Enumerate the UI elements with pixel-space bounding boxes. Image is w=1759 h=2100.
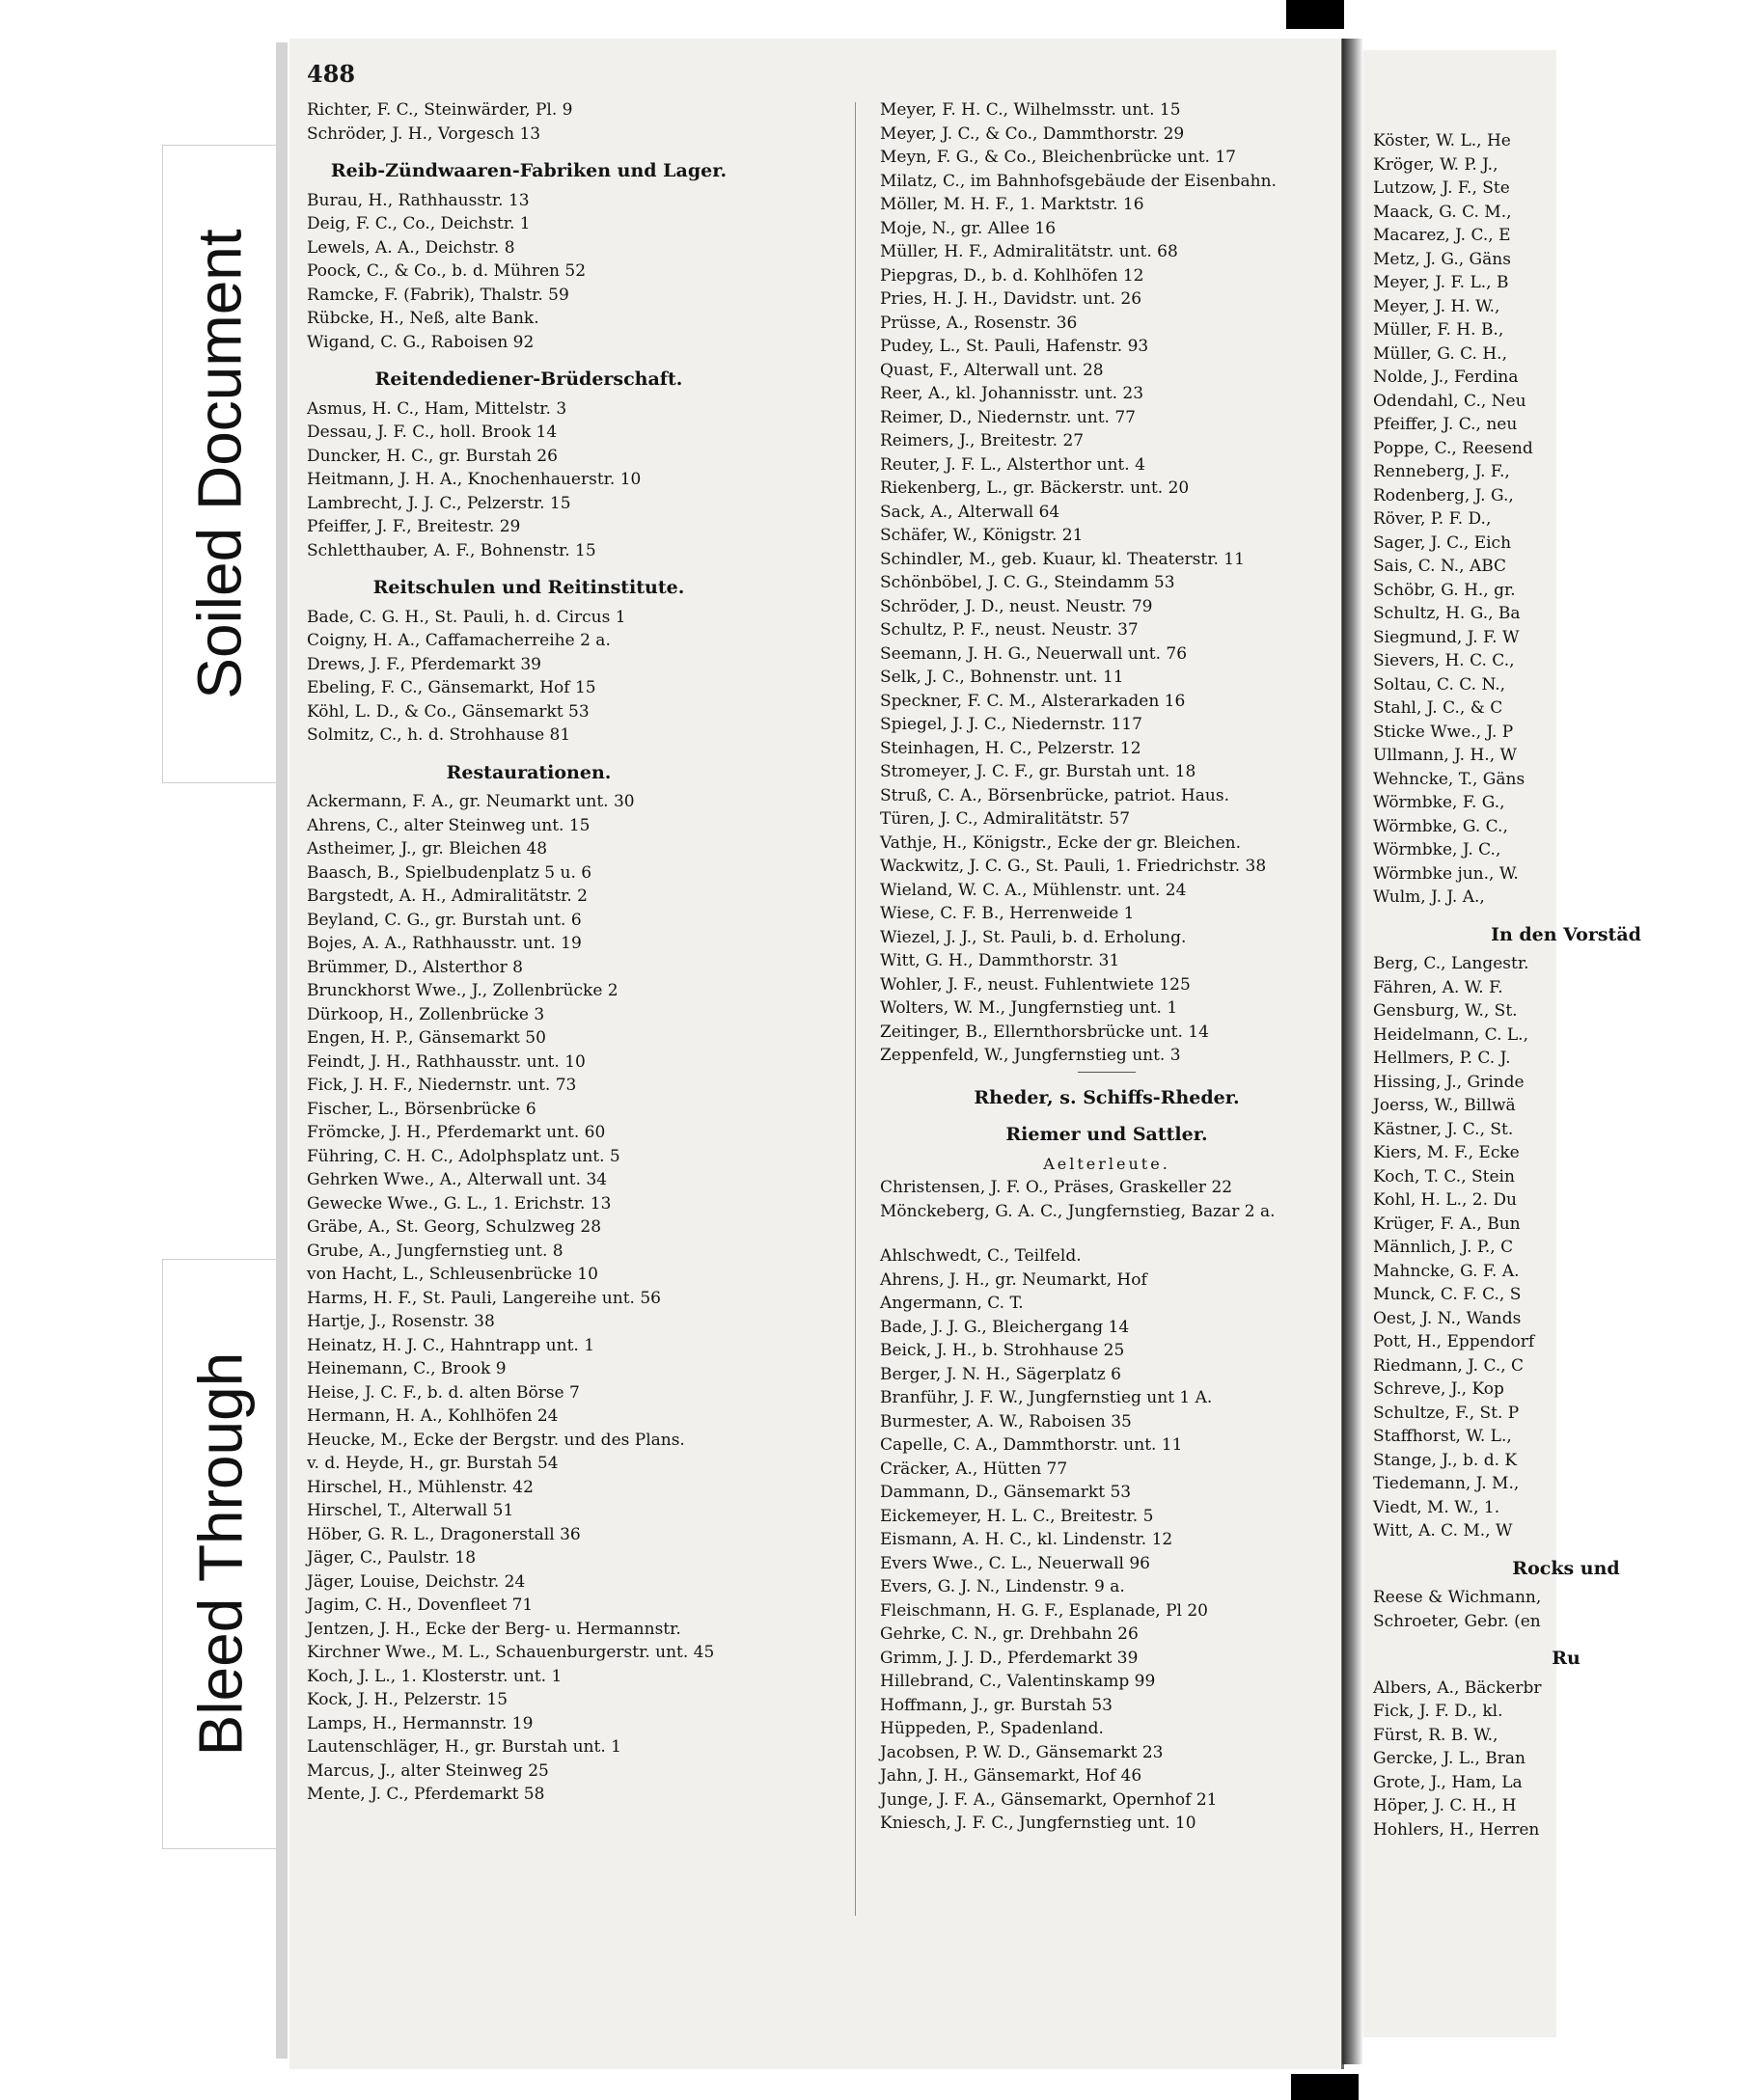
directory-entry: Kohl, H. L., 2. Du bbox=[1373, 1190, 1518, 1210]
directory-entry: Maack, G. C. M., bbox=[1373, 202, 1512, 222]
directory-entry: Ahrens, J. H., gr. Neumarkt, Hof bbox=[880, 1269, 1147, 1290]
directory-entry: Hirschel, H., Mühlenstr. 42 bbox=[307, 1477, 534, 1497]
directory-entry: Piepgras, D., b. d. Kohlhöfen 12 bbox=[880, 265, 1144, 286]
directory-entry: Wörmbke jun., W. bbox=[1373, 863, 1519, 884]
directory-entry: Deig, F. C., Co., Deichstr. 1 bbox=[307, 214, 531, 233]
directory-entry: Poppe, C., Reesend bbox=[1373, 438, 1533, 458]
directory-entry: Pudey, L., St. Pauli, Hafenstr. 93 bbox=[880, 337, 1149, 356]
bleed-through-label bbox=[162, 1259, 278, 1849]
directory-entry: Zeitinger, B., Ellernthorsbrücke unt. 14 bbox=[880, 1022, 1209, 1042]
directory-entry: Macarez, J. C., E bbox=[1373, 226, 1511, 245]
directory-entry: Höper, J. C. H., H bbox=[1373, 1796, 1517, 1815]
directory-entry: Munck, C. F. C., S bbox=[1373, 1285, 1522, 1304]
directory-entry: Kirchner Wwe., M. L., Schauenburgerstr. unt. 45 bbox=[307, 1643, 715, 1662]
directory-entry: Hellmers, P. C. J. bbox=[1373, 1049, 1511, 1068]
directory-entry: Soltau, C. C. N., bbox=[1373, 674, 1506, 695]
directory-entry: Beyland, C. G., gr. Burstah unt. 6 bbox=[307, 910, 582, 930]
right-column-partial bbox=[1373, 129, 1759, 1841]
directory-entry: Jahn, J. H., Gänsemarkt, Hof 46 bbox=[880, 1766, 1142, 1786]
directory-entry: Koch, J. L., 1. Klosterstr. unt. 1 bbox=[307, 1666, 563, 1686]
directory-entry: Koch, T. C., Stein bbox=[1373, 1166, 1515, 1186]
directory-entry: Hissing, J., Grinde bbox=[1373, 1072, 1525, 1092]
directory-entry: Bade, J. J. G., Bleichergang 14 bbox=[880, 1317, 1130, 1337]
directory-entry: Bade, C. G. H., St. Pauli, h. d. Circus 1 bbox=[307, 607, 626, 627]
directory-entry: Reimers, J., Breitestr. 27 bbox=[880, 431, 1085, 450]
section-heading: Riemer und Sattler. bbox=[1005, 1124, 1208, 1145]
directory-entry: Hillebrand, C., Valentinskamp 99 bbox=[880, 1672, 1156, 1691]
directory-entry: Ebeling, F. C., Gänsemarkt, Hof 15 bbox=[307, 678, 596, 697]
directory-entry: Meyn, F. G., & Co., Bleichenbrücke unt. 17 bbox=[880, 148, 1236, 167]
directory-entry: Evers, G. J. N., Lindenstr. 9 a. bbox=[880, 1577, 1125, 1596]
directory-entry: Heinemann, C., Brook 9 bbox=[307, 1359, 507, 1378]
directory-entry: von Hacht, L., Schleusenbrücke 10 bbox=[307, 1265, 598, 1284]
directory-entry: Eismann, A. H. C., kl. Lindenstr. 12 bbox=[880, 1530, 1173, 1549]
directory-entry: Renneberg, J. F., bbox=[1373, 462, 1510, 481]
section-heading: Rocks und bbox=[1512, 1557, 1620, 1579]
directory-entry: Sais, C. N., ABC bbox=[1373, 557, 1507, 576]
directory-entry: Schönböbel, J. C. G., Steindamm 53 bbox=[880, 573, 1175, 592]
directory-entry: Krüger, F. A., Bun bbox=[1373, 1214, 1521, 1234]
directory-entry: Reese & Wichmann, bbox=[1373, 1588, 1542, 1607]
directory-entry: Lutzow, J. F., Ste bbox=[1373, 178, 1510, 198]
directory-entry: Heidelmann, C. L., bbox=[1373, 1024, 1528, 1045]
directory-entry: Speckner, F. C. M., Alsterarkaden 16 bbox=[880, 691, 1186, 711]
directory-entry: Fleischmann, H. G. F., Esplanade, Pl 20 bbox=[880, 1600, 1208, 1621]
directory-entry: Kniesch, J. F. C., Jungfernstieg unt. 10 bbox=[880, 1814, 1196, 1833]
directory-entry: Evers Wwe., C. L., Neuerwall 96 bbox=[880, 1553, 1151, 1573]
directory-entry: Wörmbke, G. C., bbox=[1373, 816, 1508, 836]
section-subheading: Aelterleute. bbox=[1043, 1154, 1170, 1173]
directory-entry: Beick, J. H., b. Strohhause 25 bbox=[880, 1341, 1125, 1360]
directory-entry: Viedt, M. W., 1. bbox=[1373, 1497, 1500, 1517]
directory-entry: Heise, J. C. F., b. d. alten Börse 7 bbox=[307, 1382, 580, 1403]
directory-entry: Vathje, H., Königstr., Ecke der gr. Bleichen. bbox=[880, 832, 1242, 853]
directory-entry: Stromeyer, J. C. F., gr. Burstah unt. 18 bbox=[880, 762, 1196, 781]
directory-entry: Heucke, M., Ecke der Bergstr. und des Plans. bbox=[307, 1430, 685, 1450]
directory-entry: Zeppenfeld, W., Jungfernstieg unt. 3 bbox=[880, 1046, 1181, 1065]
directory-entry: Drews, J. F., Pferdemarkt 39 bbox=[307, 654, 541, 674]
directory-entry: Duncker, H. C., gr. Burstah 26 bbox=[307, 446, 558, 466]
directory-entry: Berger, J. N. H., Sägerplatz 6 bbox=[880, 1364, 1121, 1384]
directory-entry: Rübcke, H., Neß, alte Bank. bbox=[307, 309, 539, 328]
directory-entry: Wiezel, J. J., St. Pauli, b. d. Erholung. bbox=[880, 927, 1187, 947]
directory-entry: Riekenberg, L., gr. Bäckerstr. unt. 20 bbox=[880, 478, 1190, 498]
section-heading: Reib-Zündwaaren-Fabriken und Lager. bbox=[330, 160, 728, 181]
directory-entry: Reer, A., kl. Johannisstr. unt. 23 bbox=[880, 384, 1144, 403]
directory-entry: Mahncke, G. F. A. bbox=[1373, 1261, 1520, 1281]
directory-entry: Schäfer, W., Königstr. 21 bbox=[880, 526, 1084, 545]
bleed-through-label-text: Bleed Through bbox=[185, 1351, 255, 1757]
directory-entry: Schletthauber, A. F., Bohnenstr. 15 bbox=[307, 540, 596, 560]
directory-entry: Mente, J. C., Pferdemarkt 58 bbox=[307, 1785, 545, 1804]
directory-entry: Bojes, A. A., Rathhausstr. unt. 19 bbox=[307, 934, 582, 953]
directory-entry: Fischer, L., Börsenbrücke 6 bbox=[307, 1099, 536, 1119]
separator-rule bbox=[1078, 1072, 1136, 1073]
directory-entry: Gehrke, C. N., gr. Drehbahn 26 bbox=[880, 1624, 1139, 1644]
directory-entry: Heinatz, H. J. C., Hahntrapp unt. 1 bbox=[307, 1335, 595, 1355]
left-column bbox=[307, 98, 751, 1807]
directory-entry: Christensen, J. F. O., Präses, Graskeller 22 bbox=[880, 1178, 1233, 1197]
facing-page bbox=[1363, 50, 1641, 2037]
directory-page bbox=[289, 39, 1344, 2069]
directory-entry: Grote, J., Ham, La bbox=[1373, 1772, 1523, 1792]
directory-entry: Gensburg, W., St. bbox=[1373, 1001, 1518, 1021]
directory-entry: Staffhorst, W. L., bbox=[1373, 1427, 1512, 1446]
directory-entry: Bargstedt, A. H., Admiralitätstr. 2 bbox=[307, 886, 588, 906]
directory-entry: Sievers, H. C. C., bbox=[1373, 651, 1515, 670]
directory-entry: Fürst, R. B. W., bbox=[1373, 1725, 1498, 1745]
directory-entry: Hüppeden, P., Spadenland. bbox=[880, 1719, 1104, 1738]
directory-entry: Asmus, H. C., Ham, Mittelstr. 3 bbox=[307, 398, 567, 419]
directory-entry: Höber, G. R. L., Dragonerstall 36 bbox=[307, 1524, 581, 1544]
directory-entry: Wigand, C. G., Raboisen 92 bbox=[307, 332, 535, 352]
directory-entry: Steinhagen, H. C., Pelzerstr. 12 bbox=[880, 738, 1141, 758]
directory-entry: Schöbr, G. H., gr. bbox=[1373, 580, 1516, 600]
soiled-document-label-text: Soiled Document bbox=[185, 229, 255, 699]
directory-entry: Tiedemann, J. M., bbox=[1373, 1474, 1520, 1493]
page-mount-edge bbox=[276, 42, 288, 2059]
directory-entry: Gräbe, A., St. Georg, Schulzweg 28 bbox=[307, 1217, 602, 1237]
section-heading: Reitschulen und Reitinstitute. bbox=[372, 577, 685, 598]
directory-entry: Riedmann, J. C., C bbox=[1373, 1355, 1525, 1376]
directory-entry: Köster, W. L., He bbox=[1373, 131, 1511, 150]
book-fold-shadow bbox=[1342, 39, 1363, 2064]
directory-entry: Pries, H. J. H., Davidstr. unt. 26 bbox=[880, 289, 1142, 309]
directory-entry: Lambrecht, J. J. C., Pelzerstr. 15 bbox=[307, 493, 571, 513]
directory-entry: Lewels, A. A., Deichstr. 8 bbox=[307, 237, 515, 258]
directory-entry: Grube, A., Jungfernstieg unt. 8 bbox=[307, 1241, 563, 1261]
directory-entry: Gercke, J. L., Bran bbox=[1373, 1749, 1525, 1768]
directory-entry: Schultz, P. F., neust. Neustr. 37 bbox=[880, 620, 1139, 640]
directory-entry: Frömcke, J. H., Pferdemarkt unt. 60 bbox=[307, 1123, 606, 1142]
directory-entry: Marcus, J., alter Steinweg 25 bbox=[307, 1760, 549, 1781]
directory-entry: Wohler, J. F., neust. Fuhlentwiete 125 bbox=[880, 974, 1191, 995]
directory-entry: Quast, F., Alterwall unt. 28 bbox=[880, 360, 1104, 380]
directory-entry: Türen, J. C., Admiralitätstr. 57 bbox=[880, 809, 1131, 829]
directory-entry: Fick, J. H. F., Niedernstr. unt. 73 bbox=[307, 1076, 577, 1095]
directory-entry: Hirschel, T., Alterwall 51 bbox=[307, 1501, 514, 1520]
directory-entry: Milatz, C., im Bahnhofsgebäude der Eisenbahn. bbox=[880, 171, 1277, 191]
directory-entry: Metz, J. G., Gäns bbox=[1373, 249, 1511, 269]
directory-entry: Witt, G. H., Dammthorstr. 31 bbox=[880, 951, 1120, 970]
directory-entry: Wolters, W. M., Jungfernstieg unt. 1 bbox=[880, 998, 1178, 1018]
directory-entry: Nolde, J., Ferdina bbox=[1373, 368, 1519, 387]
directory-entry: Schröder, J. D., neust. Neustr. 79 bbox=[880, 596, 1153, 616]
directory-entry: Struß, C. A., Börsenbrücke, patriot. Haus. bbox=[880, 785, 1229, 805]
directory-entry: Ramcke, F. (Fabrik), Thalstr. 59 bbox=[307, 285, 569, 305]
directory-entry: Kiers, M. F., Ecke bbox=[1373, 1143, 1520, 1162]
directory-entry: Müller, F. H. B., bbox=[1373, 320, 1504, 340]
section-heading: In den Vorstäd bbox=[1491, 923, 1641, 945]
directory-entry: Baasch, B., Spielbudenplatz 5 u. 6 bbox=[307, 862, 592, 883]
directory-entry: Sager, J. C., Eich bbox=[1373, 532, 1512, 553]
directory-entry: Pfeiffer, J. C., neu bbox=[1373, 415, 1518, 434]
directory-entry: Solmitz, C., h. d. Strohhause 81 bbox=[307, 725, 571, 745]
directory-entry: Männlich, J. P., C bbox=[1373, 1238, 1514, 1257]
directory-entry: Wehncke, T., Gäns bbox=[1373, 769, 1525, 789]
directory-entry: Berg, C., Langestr. bbox=[1373, 954, 1529, 973]
directory-entry: Schröder, J. H., Vorgesch 13 bbox=[307, 123, 541, 144]
directory-entry: Dürkoop, H., Zollenbrücke 3 bbox=[307, 1004, 545, 1024]
directory-entry: Burau, H., Rathhausstr. 13 bbox=[307, 190, 530, 210]
directory-entry: Sticke Wwe., J. P bbox=[1373, 722, 1514, 742]
directory-entry: Lautenschläger, H., gr. Burstah unt. 1 bbox=[307, 1737, 621, 1757]
directory-entry: Hoffmann, J., gr. Burstah 53 bbox=[880, 1695, 1113, 1715]
directory-entry: Burmester, A. W., Raboisen 35 bbox=[880, 1411, 1132, 1432]
directory-entry: Reimer, D., Niedernstr. unt. 77 bbox=[880, 407, 1136, 427]
directory-entry: Meyer, J. C., & Co., Dammthorstr. 29 bbox=[880, 123, 1185, 144]
directory-entry: Jagim, C. H., Dovenfleet 71 bbox=[307, 1595, 534, 1615]
directory-entry: Astheimer, J., gr. Bleichen 48 bbox=[307, 839, 548, 859]
section-heading: Ru bbox=[1552, 1648, 1580, 1669]
directory-entry: Schultz, H. G., Ba bbox=[1373, 604, 1521, 623]
directory-entry: Moje, N., gr. Allee 16 bbox=[880, 218, 1057, 238]
directory-entry: Meyer, J. H. W., bbox=[1373, 296, 1500, 316]
directory-entry: Wörmbke, F. G., bbox=[1373, 793, 1505, 812]
directory-entry: Wörmbke, J. C., bbox=[1373, 840, 1501, 859]
directory-entry: Brunckhorst Wwe., J., Zollenbrücke 2 bbox=[307, 981, 618, 1000]
directory-entry: Meyer, F. H. C., Wilhelmsstr. unt. 15 bbox=[880, 100, 1181, 120]
directory-entry: Wieland, W. C. A., Mühlenstr. unt. 24 bbox=[880, 880, 1187, 900]
directory-entry: Prüsse, A., Rosenstr. 36 bbox=[880, 313, 1078, 333]
directory-entry: Cräcker, A., Hütten 77 bbox=[880, 1459, 1068, 1479]
directory-entry: Schultze, F., St. P bbox=[1373, 1403, 1520, 1423]
directory-entry: Jäger, C., Paulstr. 18 bbox=[307, 1548, 477, 1568]
directory-entry: Ahlschwedt, C., Teilfeld. bbox=[880, 1246, 1082, 1266]
directory-entry: Ullmann, J. H., W bbox=[1373, 746, 1517, 765]
directory-entry: Witt, A. C. M., W bbox=[1373, 1521, 1513, 1541]
directory-entry: Röver, P. F. D., bbox=[1373, 509, 1492, 529]
directory-entry: Jentzen, J. H., Ecke der Berg- u. Hermannstr. bbox=[307, 1619, 681, 1639]
directory-entry: Gehrken Wwe., A., Alterwall unt. 34 bbox=[307, 1170, 608, 1189]
directory-entry: Meyer, J. F. L., B bbox=[1373, 273, 1509, 292]
directory-entry: Spiegel, J. J. C., Niedernstr. 117 bbox=[880, 715, 1142, 734]
directory-entry: Joerss, W., Billwä bbox=[1373, 1096, 1516, 1115]
directory-entry: Wackwitz, J. C. G., St. Pauli, 1. Friedrichstr. 38 bbox=[880, 857, 1267, 876]
directory-entry: Grimm, J. J. D., Pferdemarkt 39 bbox=[880, 1648, 1139, 1668]
directory-entry: Mönckeberg, G. A. C., Jungfernstieg, Bazar 2 a. bbox=[880, 1201, 1276, 1221]
directory-entry: Müller, H. F., Admiralitätstr. unt. 68 bbox=[880, 242, 1178, 261]
soiled-document-label bbox=[162, 145, 278, 783]
directory-entry: Möller, M. H. F., 1. Marktstr. 16 bbox=[880, 195, 1144, 214]
directory-entry: Engen, H. P., Gänsemarkt 50 bbox=[307, 1028, 546, 1048]
directory-entry: Harms, H. F., St. Pauli, Langereihe unt. 56 bbox=[307, 1288, 661, 1308]
directory-entry: Dammann, D., Gänsemarkt 53 bbox=[880, 1483, 1132, 1502]
directory-entry: v. d. Heyde, H., gr. Burstah 54 bbox=[307, 1454, 559, 1473]
directory-entry: Oest, J. N., Wands bbox=[1373, 1308, 1522, 1328]
directory-entry: Feindt, J. H., Rathhausstr. unt. 10 bbox=[307, 1051, 586, 1072]
directory-entry: Rodenberg, J. G., bbox=[1373, 485, 1514, 505]
directory-entry: Wulm, J. J. A., bbox=[1373, 887, 1485, 907]
directory-entry: Kröger, W. P. J., bbox=[1373, 154, 1498, 175]
directory-entry: Müller, G. C. H., bbox=[1373, 343, 1507, 364]
directory-entry: Gewecke Wwe., G. L., 1. Erichstr. 13 bbox=[307, 1193, 612, 1214]
directory-entry: Schindler, M., geb. Kuaur, kl. Theaterstr. 11 bbox=[880, 549, 1245, 569]
directory-entry: Branführ, J. F. W., Jungfernstieg unt 1 A. bbox=[880, 1388, 1213, 1407]
directory-entry: Schroeter, Gebr. (en bbox=[1373, 1611, 1541, 1631]
directory-entry: Hohlers, H., Herren bbox=[1373, 1819, 1540, 1840]
directory-entry: Schreve, J., Kop bbox=[1373, 1379, 1504, 1399]
directory-entry: Ackermann, F. A., gr. Neumarkt unt. 30 bbox=[307, 792, 635, 811]
directory-entry: Richter, F. C., Steinwärder, Pl. 9 bbox=[307, 100, 573, 120]
directory-entry: Jäger, Louise, Deichstr. 24 bbox=[307, 1571, 526, 1592]
directory-entry: Köhl, L. D., & Co., Gänsemarkt 53 bbox=[307, 701, 590, 722]
page-number: 488 bbox=[307, 60, 356, 88]
directory-entry: Eickemeyer, H. L. C., Breitestr. 5 bbox=[880, 1506, 1154, 1526]
directory-entry: Fick, J. F. D., kl. bbox=[1373, 1702, 1503, 1721]
spacer bbox=[880, 1223, 1333, 1244]
directory-entry: Dessau, J. F. C., holl. Brook 14 bbox=[307, 423, 558, 442]
directory-entry: Reuter, J. F. L., Alsterthor unt. 4 bbox=[880, 454, 1145, 475]
directory-entry: Führing, C. H. C., Adolphsplatz unt. 5 bbox=[307, 1146, 620, 1166]
directory-entry: Seemann, J. H. G., Neuerwall unt. 76 bbox=[880, 643, 1188, 664]
directory-entry: Selk, J. C., Bohnenstr. unt. 11 bbox=[880, 668, 1124, 687]
directory-entry: Brümmer, D., Alsterthor 8 bbox=[307, 957, 523, 977]
directory-entry: Junge, J. F. A., Gänsemarkt, Opernhof 21 bbox=[880, 1789, 1218, 1810]
scan-edge-bar-top bbox=[1286, 0, 1344, 29]
directory-entry: Odendahl, C., Neu bbox=[1373, 391, 1526, 411]
scan-edge-bar-bottom bbox=[1291, 2074, 1359, 2100]
column-divider bbox=[855, 102, 856, 1916]
directory-entry: Poock, C., & Co., b. d. Mühren 52 bbox=[307, 261, 587, 281]
directory-entry: Fähren, A. W. F. bbox=[1373, 977, 1503, 997]
section-heading: Rheder, s. Schiffs-Rheder. bbox=[974, 1086, 1240, 1108]
directory-entry: Heitmann, J. H. A., Knochenhauerstr. 10 bbox=[307, 470, 642, 489]
middle-column bbox=[880, 98, 1333, 1836]
directory-entry: Albers, A., Bäckerbr bbox=[1373, 1677, 1542, 1698]
directory-entry: Hermann, H. A., Kohlhöfen 24 bbox=[307, 1406, 559, 1426]
directory-entry: Capelle, C. A., Dammthorstr. unt. 11 bbox=[880, 1435, 1183, 1455]
directory-entry: Lamps, H., Hermannstr. 19 bbox=[307, 1713, 534, 1733]
directory-entry: Stahl, J. C., & C bbox=[1373, 698, 1503, 718]
directory-entry: Hartje, J., Rosenstr. 38 bbox=[307, 1312, 495, 1331]
directory-entry: Kock, J. H., Pelzerstr. 15 bbox=[307, 1690, 508, 1709]
directory-entry: Angermann, C. T. bbox=[880, 1294, 1024, 1313]
section-heading: Restaurationen. bbox=[446, 761, 612, 783]
directory-entry: Pott, H., Eppendorf bbox=[1373, 1332, 1535, 1351]
directory-entry: Jacobsen, P. W. D., Gänsemarkt 23 bbox=[880, 1742, 1164, 1762]
section-heading: Reitendediener-Brüderschaft. bbox=[374, 368, 683, 390]
directory-entry: Ahrens, C., alter Steinweg unt. 15 bbox=[307, 815, 591, 835]
directory-entry: Stange, J., b. d. K bbox=[1373, 1450, 1518, 1470]
directory-entry: Pfeiffer, J. F., Breitestr. 29 bbox=[307, 517, 521, 536]
directory-entry: Siegmund, J. F. W bbox=[1373, 627, 1520, 647]
directory-entry: Coigny, H. A., Caffamacherreihe 2 a. bbox=[307, 631, 611, 650]
directory-entry: Kästner, J. C., St. bbox=[1373, 1119, 1514, 1139]
directory-entry: Wiese, C. F. B., Herrenweide 1 bbox=[880, 904, 1135, 923]
directory-entry: Sack, A., Alterwall 64 bbox=[880, 502, 1060, 522]
scanned-page-image bbox=[276, 0, 1641, 2100]
